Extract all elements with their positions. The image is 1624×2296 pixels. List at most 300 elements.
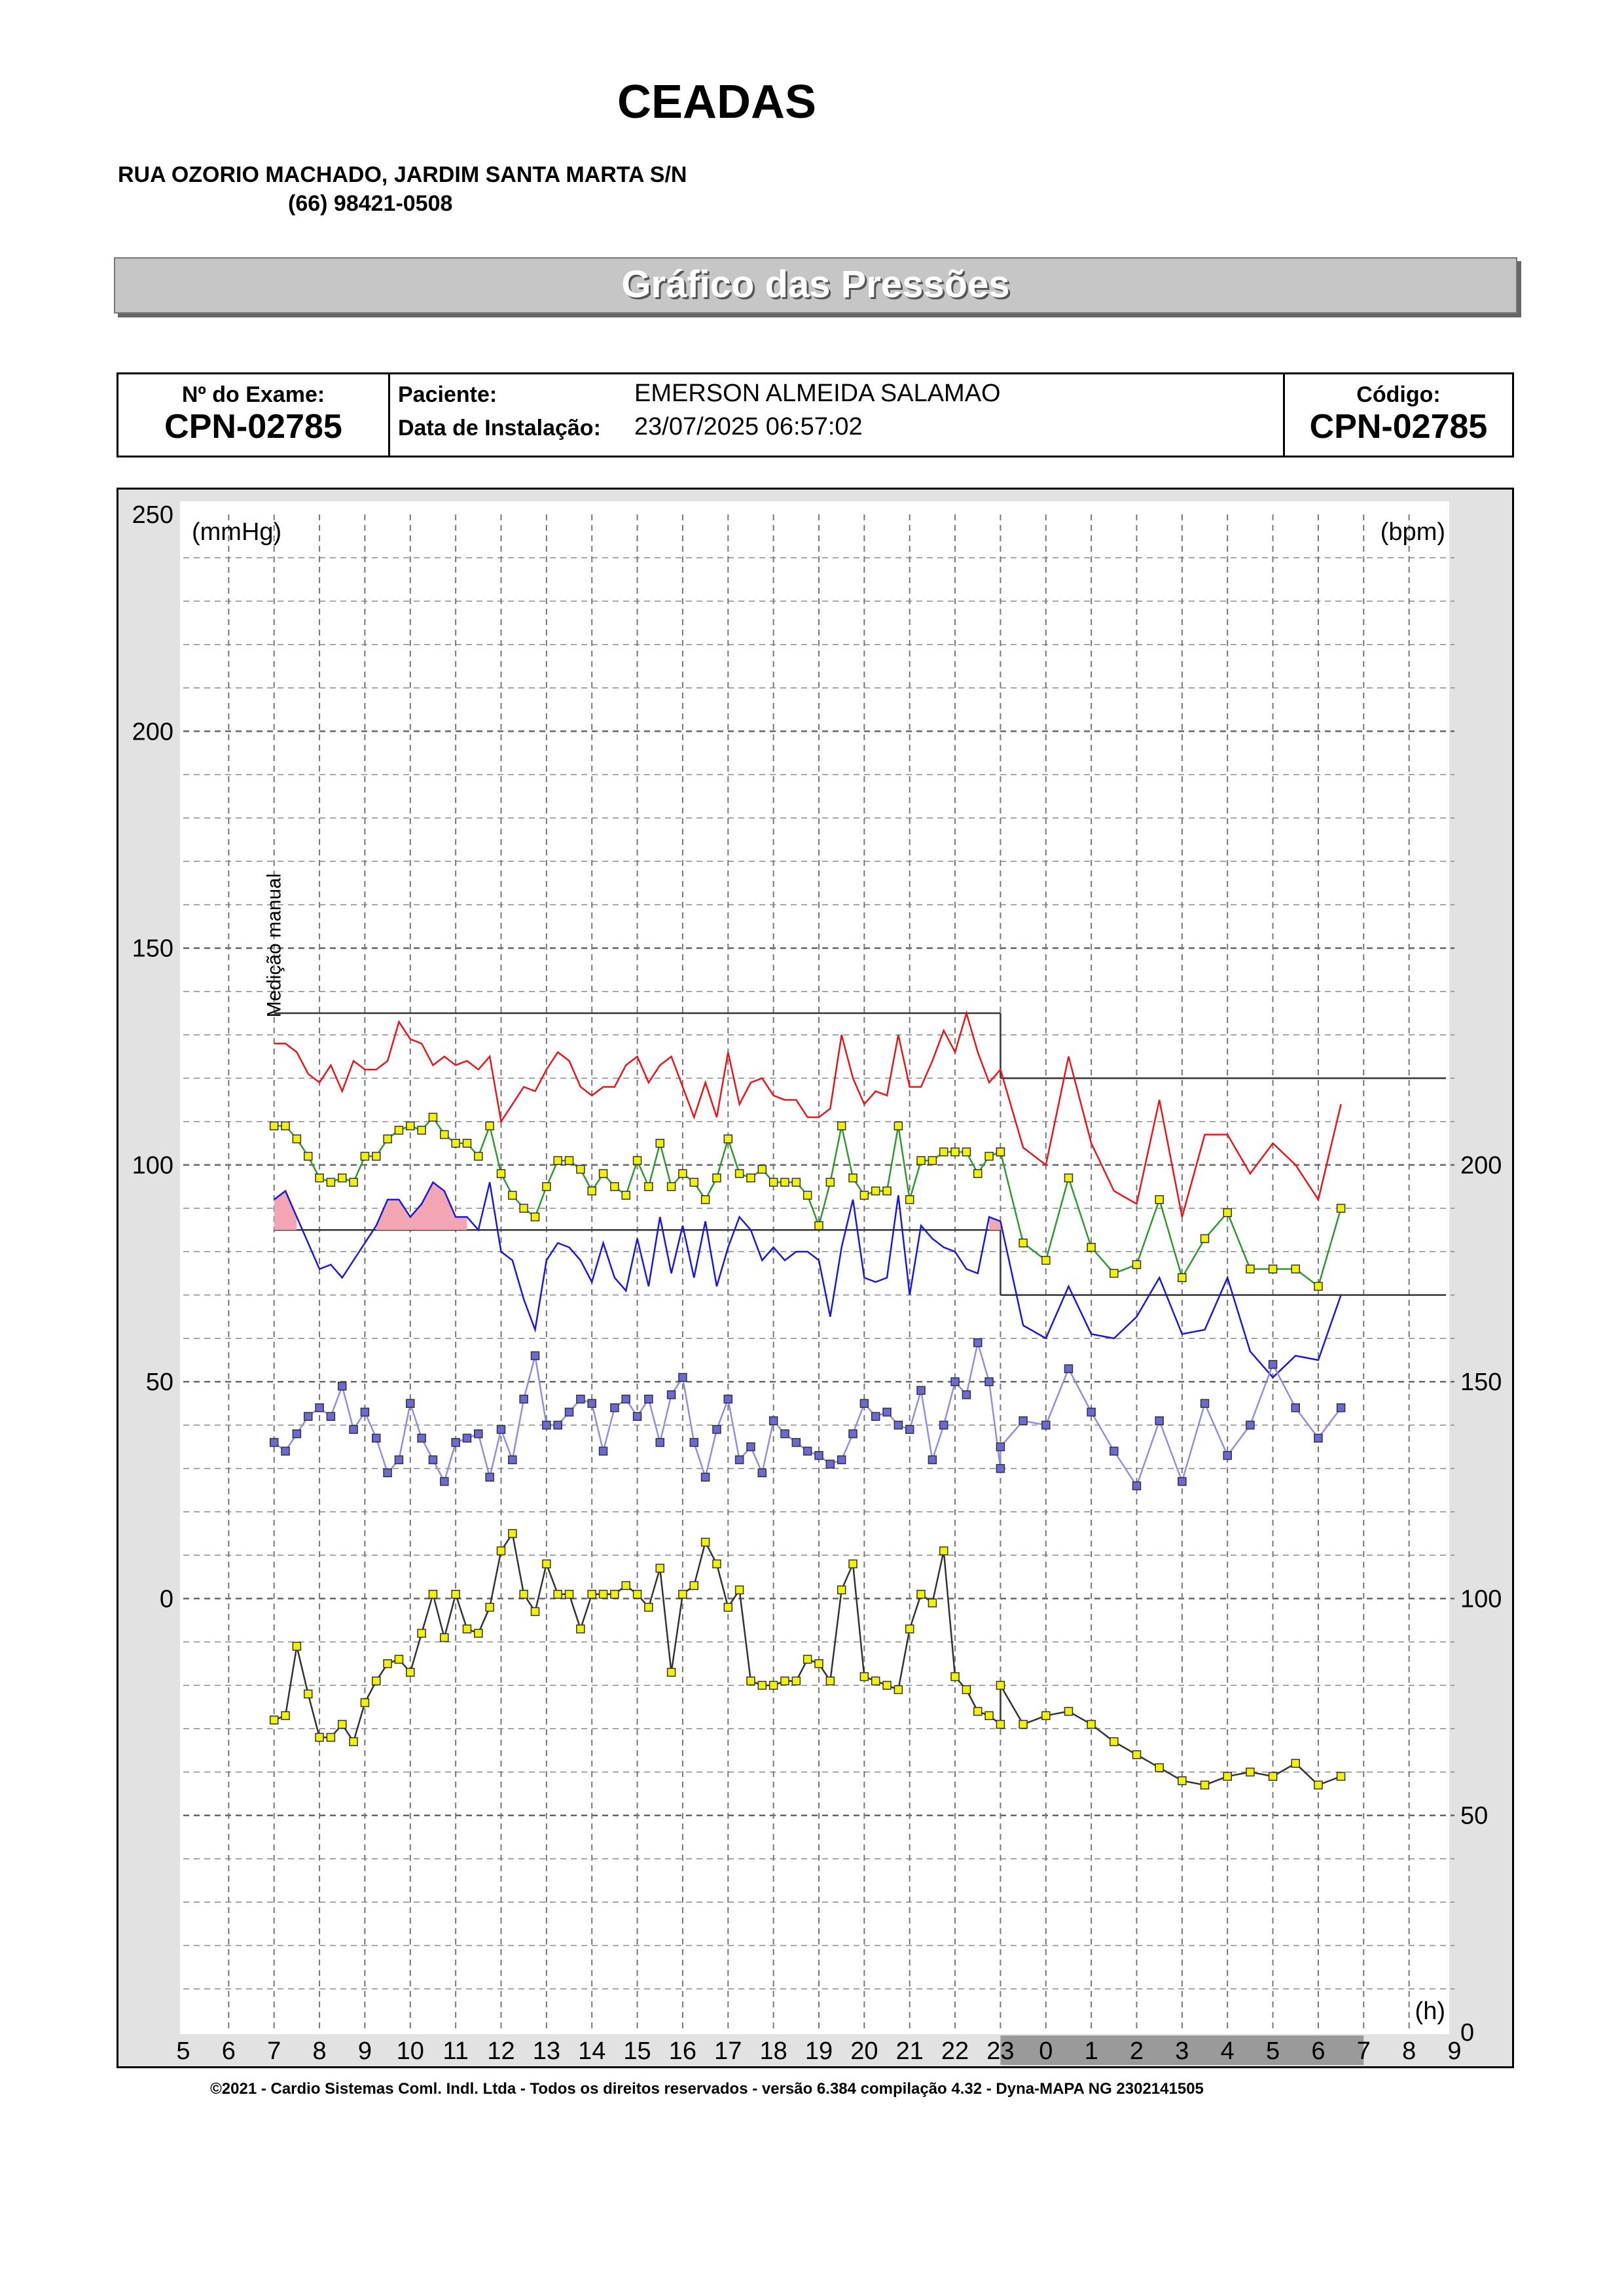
pulse-pressure-marker bbox=[928, 1456, 936, 1463]
x-tick-label: 19 bbox=[804, 2037, 833, 2065]
mean-marker bbox=[486, 1122, 494, 1130]
exam-number-label: Nº do Exame: bbox=[181, 382, 325, 407]
pulse-pressure-marker bbox=[690, 1439, 698, 1446]
mean-marker bbox=[917, 1157, 925, 1164]
mean-marker bbox=[281, 1122, 289, 1130]
heart-rate-marker bbox=[906, 1625, 914, 1633]
heart-rate-marker bbox=[917, 1590, 925, 1598]
heart-rate-marker bbox=[463, 1625, 471, 1633]
left-axis-label: (mmHg) bbox=[192, 518, 282, 546]
mean-marker bbox=[736, 1170, 744, 1177]
mean-marker bbox=[384, 1135, 391, 1143]
x-tick-label: 12 bbox=[487, 2037, 515, 2065]
pulse-pressure-marker bbox=[702, 1473, 710, 1481]
heart-rate-marker bbox=[838, 1586, 846, 1594]
heart-rate-marker bbox=[679, 1590, 687, 1598]
manual-measurement-note: Medição manual bbox=[263, 873, 285, 1018]
heart-rate-marker bbox=[406, 1668, 414, 1676]
x-tick-label: 8 bbox=[1402, 2037, 1416, 2065]
heart-rate-marker bbox=[350, 1738, 357, 1746]
pulse-pressure-marker bbox=[826, 1460, 834, 1468]
mean-marker bbox=[304, 1153, 312, 1160]
pulse-pressure-marker bbox=[1155, 1417, 1163, 1425]
mean-marker bbox=[1337, 1204, 1345, 1212]
mean-marker bbox=[532, 1213, 539, 1221]
heart-rate-marker bbox=[974, 1708, 982, 1715]
mean-marker bbox=[1064, 1174, 1072, 1182]
mean-marker bbox=[600, 1170, 607, 1177]
exam-number-cell bbox=[118, 374, 390, 456]
heart-rate-marker bbox=[996, 1721, 1004, 1729]
left-tick-label: 150 bbox=[132, 935, 173, 963]
heart-rate-marker bbox=[497, 1547, 505, 1555]
pulse-pressure-marker bbox=[1337, 1404, 1345, 1412]
mean-marker bbox=[985, 1153, 993, 1160]
pulse-pressure-marker bbox=[622, 1395, 630, 1403]
mean-marker bbox=[770, 1178, 778, 1186]
heart-rate-marker bbox=[429, 1590, 437, 1598]
pulse-pressure-marker bbox=[452, 1439, 460, 1446]
heart-rate-marker bbox=[452, 1590, 460, 1598]
right-axis-label: (bpm) bbox=[1380, 518, 1445, 546]
pulse-pressure-marker bbox=[293, 1430, 300, 1438]
x-tick-label: 17 bbox=[714, 2037, 742, 2065]
pulse-pressure-marker bbox=[281, 1447, 289, 1455]
heart-rate-marker bbox=[361, 1698, 369, 1706]
mean-marker bbox=[1042, 1257, 1050, 1265]
pulse-pressure-marker bbox=[1133, 1482, 1141, 1490]
pulse-pressure-marker bbox=[1223, 1452, 1231, 1460]
pulse-pressure-marker bbox=[486, 1473, 494, 1481]
x-tick-label: 8 bbox=[312, 2037, 327, 2065]
heart-rate-marker bbox=[928, 1599, 936, 1607]
pulse-pressure-marker bbox=[327, 1412, 334, 1420]
pulse-pressure-marker bbox=[1087, 1408, 1095, 1416]
heart-rate-marker bbox=[736, 1586, 744, 1594]
heart-rate-marker bbox=[1223, 1772, 1231, 1780]
heart-rate-marker bbox=[327, 1733, 334, 1741]
pulse-pressure-marker bbox=[350, 1426, 357, 1433]
mean-marker bbox=[928, 1157, 936, 1164]
code-value: CPN-02785 bbox=[1309, 408, 1488, 446]
pulse-pressure-marker bbox=[849, 1430, 857, 1438]
heart-rate-marker bbox=[781, 1677, 789, 1685]
heart-rate-marker bbox=[713, 1560, 721, 1568]
mean-marker bbox=[838, 1122, 846, 1130]
heart-rate-marker bbox=[611, 1590, 619, 1598]
heart-rate-marker bbox=[543, 1560, 550, 1568]
pulse-pressure-marker bbox=[520, 1395, 528, 1403]
mean-marker bbox=[1269, 1265, 1277, 1273]
pulse-pressure-marker bbox=[338, 1382, 346, 1390]
left-tick-label: 0 bbox=[159, 1585, 173, 1613]
heart-rate-marker bbox=[826, 1677, 834, 1685]
mean-marker bbox=[611, 1183, 619, 1191]
x-tick-label: 22 bbox=[941, 2037, 969, 2065]
pulse-pressure-marker bbox=[996, 1443, 1004, 1451]
pulse-pressure-marker bbox=[441, 1478, 448, 1486]
heart-rate-marker bbox=[634, 1590, 641, 1598]
pulse-pressure-marker bbox=[1178, 1478, 1186, 1486]
pulse-pressure-marker bbox=[804, 1447, 812, 1455]
pulse-pressure-marker bbox=[497, 1426, 505, 1433]
mean-marker bbox=[270, 1122, 278, 1130]
heart-rate-marker bbox=[668, 1668, 676, 1676]
mean-marker bbox=[372, 1153, 380, 1160]
heart-rate-marker bbox=[1087, 1721, 1095, 1729]
mean-marker bbox=[894, 1122, 902, 1130]
pulse-pressure-marker bbox=[361, 1408, 369, 1416]
pulse-pressure-marker bbox=[894, 1421, 902, 1429]
mean-marker bbox=[804, 1191, 812, 1199]
install-date-label: Data de Instalação: bbox=[398, 416, 601, 440]
pulse-pressure-marker bbox=[713, 1426, 721, 1433]
mean-marker bbox=[1133, 1261, 1141, 1268]
mean-marker bbox=[724, 1135, 732, 1143]
heart-rate-marker bbox=[985, 1712, 993, 1719]
mean-marker bbox=[1291, 1265, 1299, 1273]
heart-rate-marker bbox=[645, 1604, 653, 1611]
x-tick-label: 1 bbox=[1084, 2037, 1098, 2065]
pulse-pressure-marker bbox=[463, 1434, 471, 1442]
pulse-pressure-marker bbox=[304, 1412, 312, 1420]
heart-rate-marker bbox=[792, 1677, 800, 1685]
mean-marker bbox=[463, 1139, 471, 1147]
right-tick-label: 100 bbox=[1460, 1585, 1502, 1613]
pulse-pressure-marker bbox=[996, 1465, 1004, 1473]
heart-rate-marker bbox=[1042, 1712, 1050, 1719]
mean-marker bbox=[497, 1170, 505, 1177]
mean-marker bbox=[338, 1174, 346, 1182]
pulse-pressure-marker bbox=[1110, 1447, 1118, 1455]
pulse-pressure-marker bbox=[668, 1391, 676, 1399]
pulse-pressure-marker bbox=[543, 1421, 550, 1429]
pulse-pressure-marker bbox=[566, 1408, 573, 1416]
mean-marker bbox=[622, 1191, 630, 1199]
x-tick-label: 3 bbox=[1175, 2037, 1189, 2065]
heart-rate-marker bbox=[395, 1655, 403, 1663]
heart-rate-marker bbox=[860, 1673, 868, 1681]
heart-rate-marker bbox=[1064, 1708, 1072, 1715]
heart-rate-marker bbox=[1269, 1772, 1277, 1780]
clinic-address: RUA OZORIO MACHADO, JARDIM SANTA MARTA S/N bbox=[118, 162, 687, 187]
heart-rate-marker bbox=[1337, 1772, 1345, 1780]
pulse-pressure-marker bbox=[1201, 1399, 1209, 1407]
pulse-pressure-marker bbox=[974, 1339, 982, 1347]
heart-rate-marker bbox=[304, 1690, 312, 1698]
mean-marker bbox=[668, 1183, 676, 1191]
pulse-pressure-marker bbox=[770, 1417, 778, 1425]
pulse-pressure-marker bbox=[316, 1404, 323, 1412]
x-tick-label: 11 bbox=[442, 2037, 469, 2065]
heart-rate-marker bbox=[509, 1530, 516, 1537]
pulse-pressure-marker bbox=[418, 1434, 425, 1442]
pulse-pressure-marker bbox=[1269, 1361, 1277, 1369]
x-tick-label: 7 bbox=[267, 2037, 281, 2065]
pressure-chart bbox=[118, 490, 1512, 2066]
pulse-pressure-marker bbox=[1064, 1365, 1072, 1372]
pulse-pressure-marker bbox=[815, 1452, 823, 1460]
pulse-pressure-marker bbox=[906, 1426, 914, 1433]
mean-marker bbox=[713, 1174, 721, 1182]
pulse-pressure-marker bbox=[645, 1395, 653, 1403]
pulse-pressure-marker bbox=[532, 1352, 539, 1359]
pulse-pressure-marker bbox=[384, 1469, 391, 1477]
x-tick-label: 5 bbox=[1266, 2037, 1280, 2065]
clinic-name: CEADAS bbox=[617, 76, 817, 128]
x-tick-label: 6 bbox=[221, 2037, 236, 2065]
mean-marker bbox=[940, 1148, 948, 1156]
mean-marker bbox=[361, 1153, 369, 1160]
mean-marker bbox=[747, 1174, 755, 1182]
heart-rate-marker bbox=[770, 1681, 778, 1689]
heart-rate-marker bbox=[962, 1686, 970, 1694]
pulse-pressure-marker bbox=[1042, 1421, 1050, 1429]
heart-rate-marker bbox=[475, 1629, 482, 1637]
x-axis-label: (h) bbox=[1415, 1998, 1445, 2025]
mean-marker bbox=[327, 1178, 334, 1186]
mean-marker bbox=[554, 1157, 562, 1164]
heart-rate-marker bbox=[588, 1590, 596, 1598]
mean-marker bbox=[543, 1183, 550, 1191]
x-tick-label: 9 bbox=[357, 2037, 372, 2065]
exam-info-table bbox=[117, 372, 1514, 457]
heart-rate-marker bbox=[270, 1716, 278, 1724]
pulse-pressure-marker bbox=[1019, 1417, 1027, 1425]
clinic-phone: (66) 98421-0508 bbox=[288, 191, 453, 216]
pulse-pressure-marker bbox=[872, 1412, 880, 1420]
pulse-pressure-marker bbox=[509, 1456, 516, 1463]
x-tick-label: 15 bbox=[623, 2037, 651, 2065]
mean-marker bbox=[293, 1135, 300, 1143]
mean-marker bbox=[883, 1187, 891, 1195]
section-banner bbox=[114, 257, 1517, 314]
heart-rate-marker bbox=[656, 1564, 664, 1572]
pulse-pressure-marker bbox=[679, 1374, 687, 1382]
mean-marker bbox=[1314, 1282, 1322, 1290]
pulse-pressure-marker bbox=[656, 1439, 664, 1446]
mean-marker bbox=[509, 1191, 516, 1199]
x-tick-label: 10 bbox=[396, 2037, 424, 2065]
heart-rate-marker bbox=[577, 1625, 585, 1633]
mean-marker bbox=[872, 1187, 880, 1195]
mean-marker bbox=[849, 1174, 857, 1182]
pulse-pressure-marker bbox=[917, 1386, 925, 1394]
heart-rate-marker bbox=[293, 1642, 300, 1650]
mean-marker bbox=[566, 1157, 573, 1164]
mean-marker bbox=[702, 1196, 710, 1204]
heart-rate-marker bbox=[486, 1604, 494, 1611]
patient-label: Paciente: bbox=[398, 382, 497, 407]
mean-marker bbox=[1201, 1234, 1209, 1242]
mean-marker bbox=[588, 1187, 596, 1195]
mean-marker bbox=[577, 1165, 585, 1173]
pulse-pressure-marker bbox=[747, 1443, 755, 1451]
pulse-pressure-marker bbox=[1246, 1421, 1254, 1429]
heart-rate-marker bbox=[316, 1733, 323, 1741]
x-tick-label: 6 bbox=[1311, 2037, 1326, 2065]
mean-marker bbox=[1155, 1196, 1163, 1204]
mean-marker bbox=[996, 1148, 1004, 1156]
code-cell bbox=[1285, 374, 1512, 456]
heart-rate-marker bbox=[758, 1681, 766, 1689]
heart-rate-marker bbox=[600, 1590, 607, 1598]
pulse-pressure-marker bbox=[781, 1430, 789, 1438]
heart-rate-marker bbox=[1110, 1738, 1118, 1746]
heart-rate-marker bbox=[849, 1560, 857, 1568]
mean-marker bbox=[656, 1139, 664, 1147]
right-tick-label: 200 bbox=[1460, 1151, 1502, 1179]
heart-rate-marker bbox=[690, 1582, 698, 1590]
patient-cell bbox=[390, 374, 1285, 456]
x-tick-label: 14 bbox=[578, 2037, 606, 2065]
mean-marker bbox=[826, 1178, 834, 1186]
mean-marker bbox=[350, 1178, 357, 1186]
mean-marker bbox=[781, 1178, 789, 1186]
mean-marker bbox=[406, 1122, 414, 1130]
patient-name: EMERSON ALMEIDA SALAMAO bbox=[634, 380, 1001, 407]
pulse-pressure-marker bbox=[883, 1408, 891, 1416]
copyright-footer: ©2021 - Cardio Sistemas Coml. Indl. Ltda - Todos os direitos reservados - versão 6.384 compilação 4.32 - Dyna-MAPA NG 2302141505 bbox=[210, 2080, 1204, 2098]
right-tick-label: 150 bbox=[1460, 1369, 1502, 1397]
heart-rate-marker bbox=[566, 1590, 573, 1598]
mean-marker bbox=[316, 1174, 323, 1182]
banner-title: Gráfico das Pressões bbox=[621, 263, 1010, 306]
x-tick-label: 23 bbox=[986, 2037, 1015, 2065]
left-tick-label: 100 bbox=[132, 1151, 173, 1179]
x-tick-label: 5 bbox=[176, 2037, 190, 2065]
heart-rate-marker bbox=[1291, 1759, 1299, 1767]
code-label: Código: bbox=[1356, 382, 1441, 407]
x-tick-label: 21 bbox=[895, 2037, 924, 2065]
pulse-pressure-marker bbox=[951, 1378, 959, 1386]
mean-marker bbox=[520, 1204, 528, 1212]
x-tick-label: 20 bbox=[850, 2037, 878, 2065]
x-tick-label: 7 bbox=[1356, 2037, 1371, 2065]
heart-rate-marker bbox=[281, 1712, 289, 1719]
pulse-pressure-marker bbox=[600, 1447, 607, 1455]
pulse-pressure-marker bbox=[475, 1430, 482, 1438]
mean-marker bbox=[679, 1170, 687, 1177]
mean-marker bbox=[475, 1153, 482, 1160]
x-tick-label: 4 bbox=[1220, 2037, 1235, 2065]
mean-marker bbox=[792, 1178, 800, 1186]
pulse-pressure-marker bbox=[860, 1399, 868, 1407]
mean-marker bbox=[815, 1222, 823, 1230]
mean-marker bbox=[395, 1126, 403, 1134]
mean-marker bbox=[452, 1139, 460, 1147]
pulse-pressure-marker bbox=[577, 1395, 585, 1403]
heart-rate-marker bbox=[1178, 1777, 1186, 1785]
mean-marker bbox=[441, 1130, 448, 1138]
x-tick-label: 0 bbox=[1039, 2037, 1053, 2065]
left-tick-label: 250 bbox=[132, 501, 173, 529]
pulse-pressure-marker bbox=[838, 1456, 846, 1463]
left-tick-label: 200 bbox=[132, 718, 173, 746]
mean-marker bbox=[1178, 1274, 1186, 1282]
pulse-pressure-marker bbox=[270, 1439, 278, 1446]
mean-marker bbox=[974, 1170, 982, 1177]
mean-marker bbox=[1019, 1239, 1027, 1247]
mean-marker bbox=[758, 1165, 766, 1173]
mean-marker bbox=[962, 1148, 970, 1156]
heart-rate-marker bbox=[996, 1681, 1004, 1689]
pulse-pressure-marker bbox=[724, 1395, 732, 1403]
heart-rate-marker bbox=[338, 1721, 346, 1729]
heart-rate-marker bbox=[1201, 1781, 1209, 1789]
mean-marker bbox=[690, 1178, 698, 1186]
pulse-pressure-marker bbox=[554, 1421, 562, 1429]
x-tick-label: 9 bbox=[1447, 2037, 1462, 2065]
mean-marker bbox=[906, 1196, 914, 1204]
pulse-pressure-marker bbox=[634, 1412, 641, 1420]
x-tick-label: 16 bbox=[668, 2037, 697, 2065]
heart-rate-marker bbox=[724, 1604, 732, 1611]
mean-marker bbox=[1223, 1209, 1231, 1217]
heart-rate-marker bbox=[872, 1677, 880, 1685]
heart-rate-marker bbox=[1314, 1781, 1322, 1789]
heart-rate-marker bbox=[815, 1660, 823, 1668]
heart-rate-marker bbox=[372, 1677, 380, 1685]
mean-marker bbox=[1246, 1265, 1254, 1273]
heart-rate-marker bbox=[622, 1582, 630, 1590]
heart-rate-marker bbox=[804, 1655, 812, 1663]
mean-marker bbox=[418, 1126, 425, 1134]
heart-rate-marker bbox=[1133, 1751, 1141, 1759]
mean-marker bbox=[1087, 1244, 1095, 1251]
heart-rate-marker bbox=[883, 1681, 891, 1689]
pulse-pressure-marker bbox=[372, 1434, 380, 1442]
pulse-pressure-marker bbox=[736, 1456, 744, 1463]
heart-rate-marker bbox=[520, 1590, 528, 1598]
pulse-pressure-marker bbox=[985, 1378, 993, 1386]
mean-marker bbox=[951, 1148, 959, 1156]
right-tick-label: 0 bbox=[1460, 2019, 1475, 2047]
heart-rate-marker bbox=[554, 1590, 562, 1598]
mean-marker bbox=[860, 1191, 868, 1199]
pulse-pressure-marker bbox=[395, 1456, 403, 1463]
heart-rate-marker bbox=[1019, 1721, 1027, 1729]
left-tick-label: 50 bbox=[145, 1369, 173, 1397]
right-tick-label: 50 bbox=[1460, 1802, 1489, 1830]
pulse-pressure-marker bbox=[588, 1399, 596, 1407]
pulse-pressure-marker bbox=[611, 1404, 619, 1412]
install-date-value: 23/07/2025 06:57:02 bbox=[634, 413, 863, 440]
mean-marker bbox=[645, 1183, 653, 1191]
pulse-pressure-marker bbox=[406, 1399, 414, 1407]
pulse-pressure-marker bbox=[429, 1456, 437, 1463]
heart-rate-marker bbox=[532, 1607, 539, 1615]
pulse-pressure-marker bbox=[758, 1469, 766, 1477]
mean-marker bbox=[1110, 1270, 1118, 1278]
heart-rate-marker bbox=[747, 1677, 755, 1685]
heart-rate-marker bbox=[1155, 1764, 1163, 1772]
heart-rate-marker bbox=[384, 1660, 391, 1668]
heart-rate-marker bbox=[951, 1673, 959, 1681]
pulse-pressure-marker bbox=[1291, 1404, 1299, 1412]
pulse-pressure-marker bbox=[1314, 1434, 1322, 1442]
heart-rate-marker bbox=[418, 1629, 425, 1637]
heart-rate-marker bbox=[441, 1634, 448, 1641]
heart-rate-marker bbox=[702, 1538, 710, 1546]
heart-rate-marker bbox=[1246, 1768, 1254, 1776]
heart-rate-marker bbox=[894, 1686, 902, 1694]
x-tick-label: 13 bbox=[532, 2037, 560, 2065]
mean-marker bbox=[429, 1113, 437, 1121]
x-tick-label: 2 bbox=[1129, 2037, 1144, 2065]
exam-number-value: CPN-02785 bbox=[164, 408, 342, 446]
pressure-chart-frame bbox=[117, 488, 1514, 2068]
